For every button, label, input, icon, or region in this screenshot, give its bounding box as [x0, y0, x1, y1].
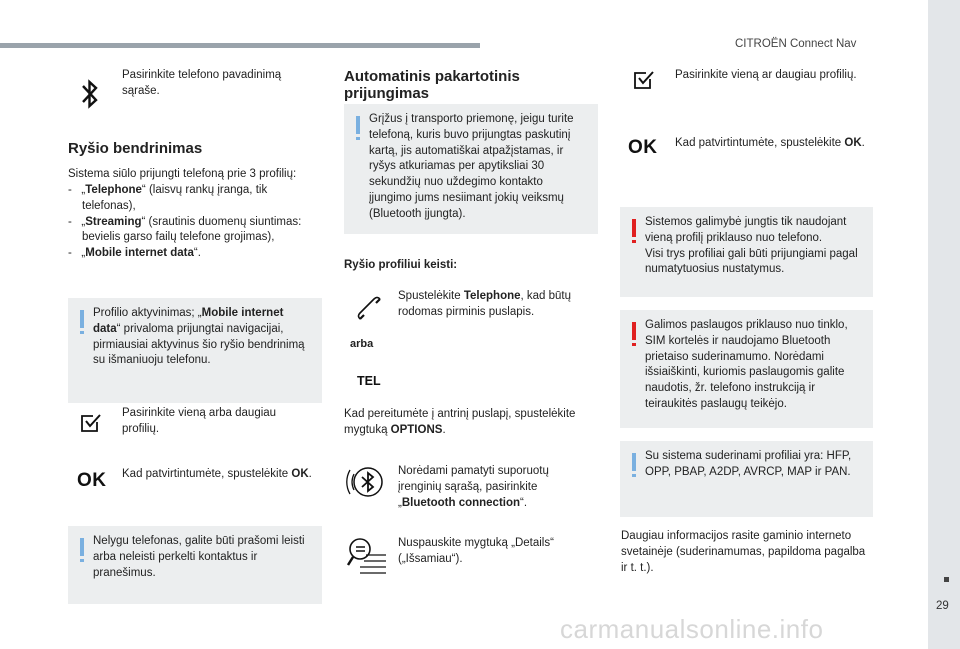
- press-telephone-text: Spustelėkite Telephone, kad būtų rodomas pirminis puslapis.: [398, 290, 572, 318]
- select-phone-text: Pasirinkite telefono pavadinimą sąraše.: [122, 69, 282, 97]
- confirm-ok-text-2: Kad patvirtintumėte, spustelėkite OK.: [675, 137, 865, 149]
- info-note-contacts: Nelygu telefonas, galite būti prašomi leisti arba neleisti perkelti kontaktus ir pranešimus.: [68, 526, 322, 604]
- ok-icon: OK: [628, 137, 658, 158]
- warning-icon: [632, 219, 636, 237]
- brand-name: CITROËN Connect Nav: [735, 38, 857, 50]
- secondary-page-text: Kad pereitumėte į antrinį puslapį, spustelėkite mygtuką OPTIONS.: [344, 408, 576, 436]
- or-label: arba: [350, 338, 374, 350]
- details-text: Nuspauskite mygtuką „Details“ („Išsamiau“).: [398, 537, 554, 565]
- warning-note-services: Galimos paslaugos priklauso nuo tinklo, SIM kortelės ir naudojamo Bluetooth prietaiso suderinamumo. Norėdami išsiaiškinti, kuriomis paslaugomis galite naudotis, žr. telefono instrukciją ir teiraukitės paslaugų teikėjo.: [620, 310, 873, 428]
- section-title-reconnect: Automatinis pakartotinis prijungimas: [344, 68, 520, 102]
- checkbox-icon: [633, 70, 655, 90]
- select-profiles-text-2: Pasirinkite vieną ar daugiau profilių.: [675, 69, 857, 81]
- details-icon: [346, 535, 388, 579]
- info-icon: [80, 310, 84, 328]
- side-strip: [928, 0, 960, 649]
- ok-icon: OK: [77, 470, 107, 491]
- checkbox-icon: [80, 413, 102, 433]
- change-profile-heading: Ryšio profiliui keisti:: [344, 259, 458, 271]
- list-item: - „Mobile internet data“.: [68, 247, 201, 260]
- info-icon: [632, 453, 636, 471]
- bluetooth-icon: [80, 77, 100, 111]
- watermark: carmanualsonline.info: [560, 614, 824, 644]
- section-title-sharing: Ryšio bendrinimas: [68, 140, 203, 157]
- warning-note-profiles: Sistemos galimybė jungtis tik naudojant vieną profilį priklauso nuo telefono. Visi trys profiliai gali būti prijungiami pagal numatytuosius nustatymus.: [620, 207, 873, 297]
- info-note-activation: Profilio aktyvinimas; „Mobile internet data“ privaloma prijungtai navigacijai, pirmiausiai aktyvinus šio ryšio bendrinimą su išmaniuoju telefonu.: [68, 298, 322, 403]
- sharing-intro: Sistema siūlo prijungti telefoną prie 3 profilių:: [68, 168, 297, 180]
- bluetooth-connection-icon: [346, 462, 386, 502]
- select-profiles-text: Pasirinkite vieną arba daugiau profilių.: [122, 407, 277, 435]
- info-note-reconnect: Grįžus į transporto priemonę, jeigu turite telefoną, kuris buvo prijungtas paskutinį kartą, jis automatiškai atpažįstamas, ir ryšys atkuriamas per apytiksliai 30 sekundžių nuo uždegimo kontakto įjungimo jums nesiimant jokių veiksmų (Bluetooth įjungta).: [344, 104, 598, 234]
- more-info-text: Daugiau informacijos rasite gaminio interneto svetainėje (suderinamumas, papildoma pagalba ir t. t.).: [621, 530, 866, 574]
- warning-icon: [632, 322, 636, 340]
- profile-list: [68, 183, 323, 262]
- continue-marker: [944, 577, 949, 582]
- bluetooth-connection-text: Norėdami pamatyti suporuotų įrenginių sąrašą, pasirinkite „Bluetooth connection“.: [398, 465, 549, 509]
- phone-icon: [355, 294, 383, 322]
- list-item: - „Streaming“ (srautinis duomenų siuntimas: bevielis garso failų telefone grojimas),: [68, 215, 302, 244]
- list-item: - „Telephone“ (laisvų rankų įranga, tik telefonas),: [68, 184, 268, 212]
- page-number: 29: [936, 600, 949, 612]
- info-icon: [356, 116, 360, 134]
- info-note-compatible: Su sistema suderinami profiliai yra: HFP, OPP, PBAP, A2DP, AVRCP, MAP ir PAN.: [620, 441, 873, 517]
- confirm-ok-text: Kad patvirtintumėte, spustelėkite OK.: [122, 468, 312, 480]
- header-bar: [0, 43, 480, 48]
- tel-icon: TEL: [357, 374, 381, 388]
- info-icon: [80, 538, 84, 556]
